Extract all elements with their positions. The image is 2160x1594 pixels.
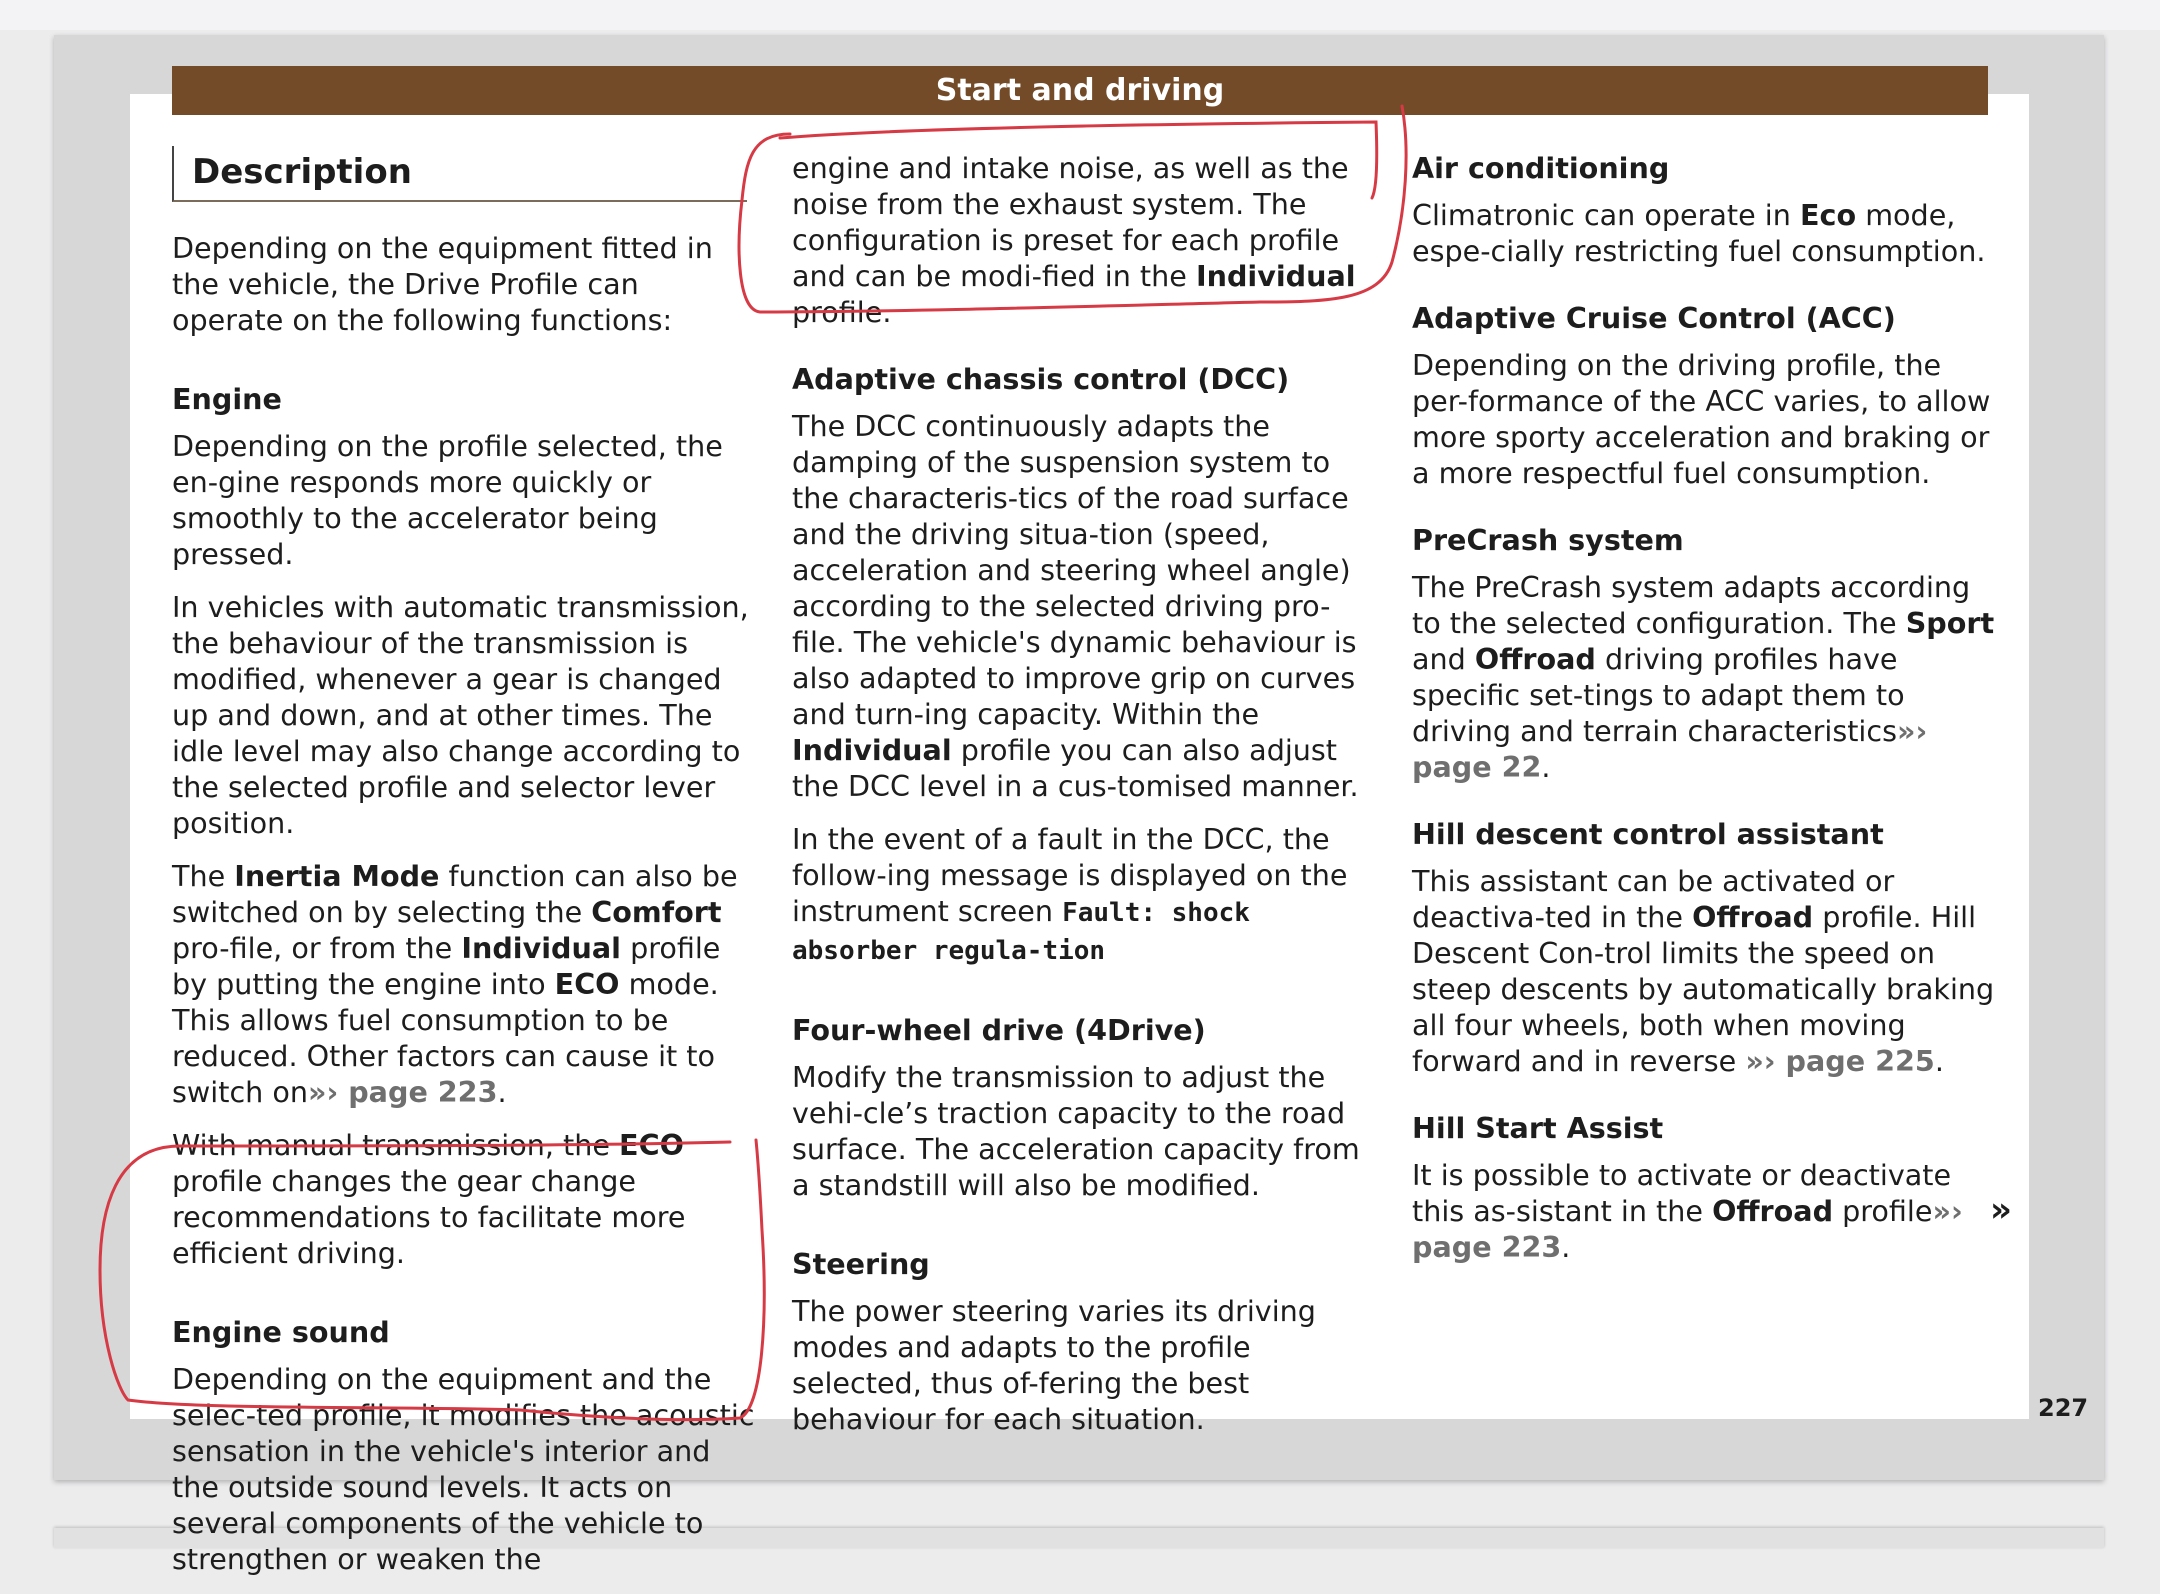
steering-paragraph: The power steering varies its driving modes and adapts to the profile selected, thus of-fering the best behaviour for each situation. bbox=[792, 1294, 1316, 1436]
page-22-link[interactable]: »› page 22 bbox=[1412, 714, 1928, 784]
engine-paragraph-3: The Inertia Mode function can also be switched on by selecting the Comfort pro-file, or from the Individual profile by putting the engine into ECO mode. This allows fuel consumption to be reduced. Other factors can cause it to switch on»› page 223. bbox=[172, 859, 738, 1109]
chapter-title: Start and driving bbox=[935, 73, 1225, 108]
annotation-circle-top bbox=[739, 106, 1406, 312]
page-number: 227 bbox=[2038, 1394, 2089, 1422]
engine-sound-continued: engine and intake noise, as well as the noise from the exhaust system. The configuration is preset for each profile and can be modi-fied in the Individual profile. bbox=[792, 151, 1356, 329]
dcc-paragraph-1: The DCC continuously adapts the damping of the suspension system to the characteris-tics of the road surface and the driving situa-tion (speed, acceleration and steering wheel angle) according to the selected driving pro-file. The vehicle's dynamic behaviour is also adapted to improve grip on curves and turn-ing capacity. Within the Individual profile you can also adjust the DCC level in a cus-tomised manner. bbox=[792, 409, 1359, 803]
precrash-heading: PreCrash system bbox=[1412, 523, 1684, 557]
engine-sound-paragraph: Depending on the equipment and the selec-ted profile, it modifies the acoustic sensation in the vehicle's interior and the outside sound levels. It acts on several components of the vehicle to strengthen or weaken the bbox=[172, 1362, 755, 1576]
engine-paragraph-2: In vehicles with automatic transmission, the behaviour of the transmission is modified, whenever a gear is changed up and down, and at other times. The idle level may also change according to the selected profile and selector lever position. bbox=[172, 590, 749, 840]
acc-paragraph: Depending on the driving profile, the per-formance of the ACC varies, to allow more sporty acceleration and braking or a more respectful fuel consumption. bbox=[1412, 348, 1991, 490]
page-225-link[interactable]: »› page 225 bbox=[1745, 1044, 1935, 1078]
section-title: Description bbox=[172, 146, 747, 202]
hill-start-paragraph: It is possible to activate or deactivate this as-sistant in the Offroad profile»› page 223. bbox=[1412, 1158, 1963, 1264]
page-223-link[interactable]: »› page 223 bbox=[308, 1075, 498, 1109]
four-wheel-drive-heading: Four-wheel drive (4Drive) bbox=[792, 1013, 1206, 1047]
air-conditioning-paragraph: Climatronic can operate in Eco mode, espe-cially restricting fuel consumption. bbox=[1412, 198, 1986, 268]
hill-descent-paragraph: This assistant can be activated or deactiva-ted in the Offroad profile. Hill Descent Con-trol limits the speed on steep descents by automatically braking all four wheels, both when moving forward and in reverse »› page 225. bbox=[1412, 864, 1995, 1078]
steering-heading: Steering bbox=[792, 1247, 930, 1281]
page-223-link-2[interactable]: »› page 223 bbox=[1412, 1194, 1963, 1264]
engine-paragraph-4: With manual transmission, the ECO profile changes the gear change recommendations to facilitate more efficient driving. bbox=[172, 1128, 686, 1270]
engine-paragraph-1: Depending on the profile selected, the en-gine responds more quickly or smoothly to the accelerator being pressed. bbox=[172, 429, 723, 571]
intro-paragraph: Depending on the equipment fitted in the vehicle, the Drive Profile can operate on the following functions: bbox=[172, 231, 713, 337]
air-conditioning-heading: Air conditioning bbox=[1412, 151, 1670, 185]
continue-arrow: » bbox=[1990, 1190, 2012, 1230]
precrash-paragraph: The PreCrash system adapts according to the selected configuration. The Sport and Offroad driving profiles have specific set-tings to adapt them to driving and terrain characteristics»› page 22. bbox=[1412, 570, 1995, 784]
annotation-circle-bottom bbox=[100, 1140, 764, 1420]
acc-heading: Adaptive Cruise Control (ACC) bbox=[1412, 301, 1896, 335]
hill-start-heading: Hill Start Assist bbox=[1412, 1111, 1664, 1145]
dcc-heading: Adaptive chassis control (DCC) bbox=[792, 362, 1290, 396]
hill-descent-heading: Hill descent control assistant bbox=[1412, 817, 1884, 851]
engine-sound-heading: Engine sound bbox=[172, 1315, 390, 1349]
fault-message: Fault: shock absorber regula-tion bbox=[792, 898, 1250, 966]
dcc-paragraph-2: In the event of a fault in the DCC, the follow-ing message is displayed on the instrument screen Fault: shock absorber regula-tion bbox=[792, 822, 1348, 966]
four-wheel-drive-paragraph: Modify the transmission to adjust the vehi-cle’s traction capacity to the road surface. The acceleration capacity from a standstill will also be modified. bbox=[792, 1060, 1360, 1202]
engine-heading: Engine bbox=[172, 382, 282, 416]
